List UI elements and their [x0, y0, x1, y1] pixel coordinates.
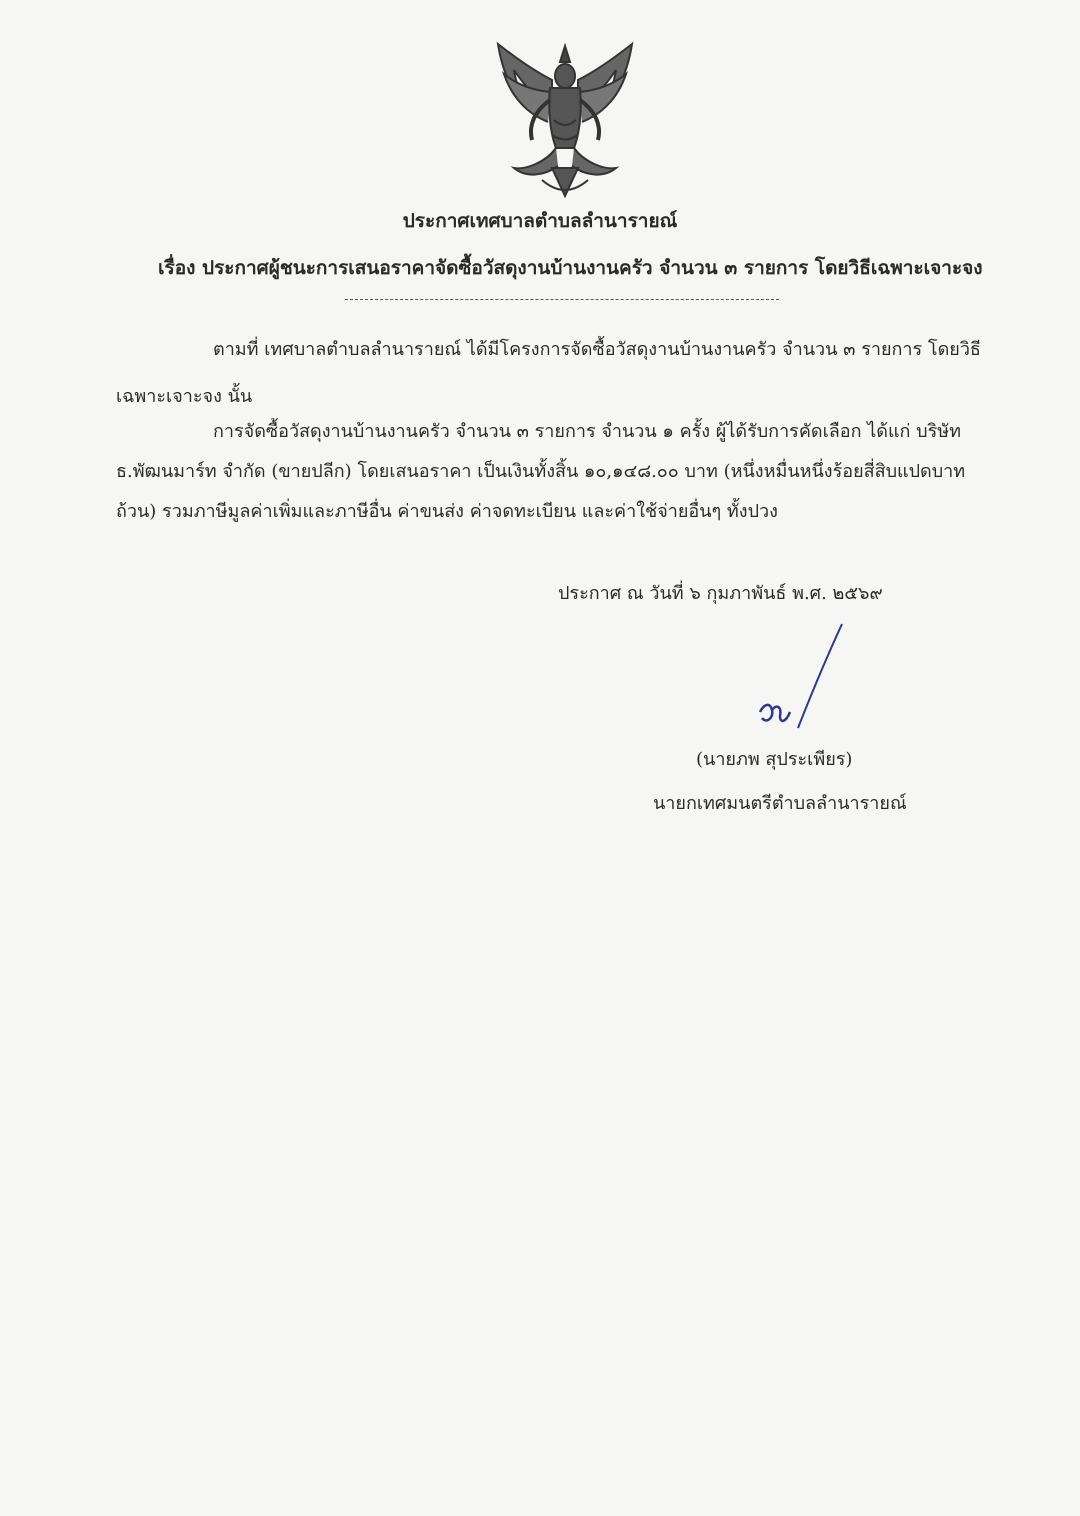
body-paragraph-1-line-1: ตามที่ เทศบาลตำบลลำนารายณ์ ได้มีโครงการจัดซื้อวัสดุงานบ้านงานครัว จำนวน ๓ รายการ โดยวิธี — [213, 339, 981, 360]
body-paragraph-1-line-2: เฉพาะเจาะจง นั้น — [116, 386, 253, 407]
signatory-position: นายกเทศมนตรีตำบลลำนารายณ์ — [653, 793, 907, 814]
announcement-title: ประกาศเทศบาลตำบลลำนารายณ์ — [402, 210, 678, 232]
announcement-date: ประกาศ ณ วันที่ ๖ กุมภาพันธ์ พ.ศ. ๒๕๖๙ — [558, 583, 883, 604]
body-paragraph-2-line-3: ถ้วน) รวมภาษีมูลค่าเพิ่มและภาษีอื่น ค่าขนส่ง ค่าจดทะเบียน และค่าใช้จ่ายอื่นๆ ทั้งปวง — [116, 501, 778, 522]
body-paragraph-2-line-2: ธ.พัฒนมาร์ท จำกัด (ขายปลีก) โดยเสนอราคา เป็นเงินทั้งสิ้น ๑๐,๑๔๘.๐๐ บาท (หนึ่งหมื่นหนึ่งร้อยสี่สิบแปดบาท — [116, 461, 966, 482]
signatory-name: (นายภพ สุประเพียร) — [696, 749, 853, 770]
body-paragraph-2-line-1: การจัดซื้อวัสดุงานบ้านงานครัว จำนวน ๓ รายการ จำนวน ๑ ครั้ง ผู้ได้รับการคัดเลือก ได้แก่ บริษัท — [213, 421, 961, 442]
divider — [345, 299, 779, 300]
announcement-subject: เรื่อง ประกาศผู้ชนะการเสนอราคาจัดซื้อวัสดุงานบ้านงานครัว จำนวน ๓ รายการ โดยวิธีเฉพาะเจาะจง — [158, 257, 983, 279]
handwritten-signature — [750, 620, 850, 740]
garuda-emblem-icon — [492, 40, 638, 200]
